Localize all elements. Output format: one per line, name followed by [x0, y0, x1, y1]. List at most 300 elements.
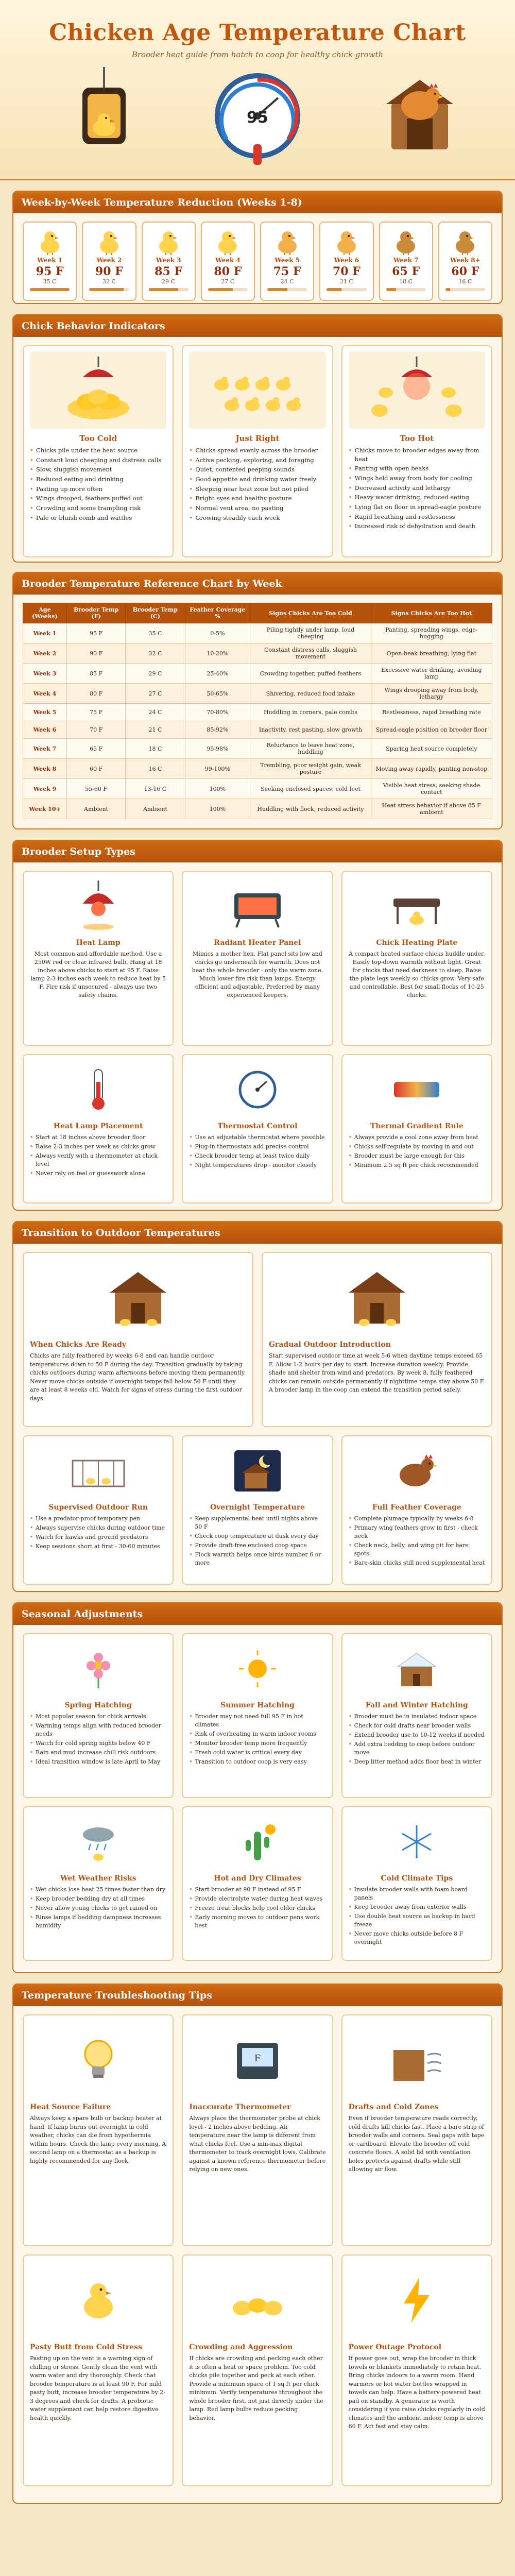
thermobox-icon: [189, 2022, 325, 2099]
coop-icon: [30, 1259, 246, 1336]
behavior-item: • Constant loud cheeping and distress calls: [30, 456, 166, 465]
info-card: [262, 1252, 492, 1427]
chick-icon: [26, 228, 74, 256]
tip-list: [189, 1713, 325, 1766]
table-cell: 18 C: [126, 739, 185, 759]
week-temp: 80 F: [214, 265, 242, 278]
behavior-list: [189, 446, 325, 522]
troubleshooting-section: [12, 1984, 503, 2504]
behavior-item: • Slow, sluggish movement: [30, 465, 166, 474]
week-label: Week 2: [96, 257, 122, 264]
table-cell: Panting, spreading wings, edge-hugging: [371, 623, 492, 643]
cold-chicks-illustration: [30, 351, 166, 429]
hen-icon: [349, 1443, 485, 1499]
table-cell: Shivering, reduced food intake: [250, 684, 371, 704]
behavior-item: • Pale or bluish comb and wattles: [30, 514, 166, 522]
table-cell: 100%: [185, 799, 250, 819]
week-cards: [23, 222, 492, 301]
chick-icon: [322, 228, 370, 256]
header: [0, 0, 515, 180]
heat-level-bar: [149, 288, 188, 291]
table-cell: 55-60 F: [66, 779, 125, 799]
tip-item: • Start at 18 inches above brooder floor: [30, 1133, 166, 1142]
table-cell: Crowding together, puffed feathers: [250, 664, 371, 684]
table-header-cell: Brooder Temp (F): [66, 603, 125, 623]
tip-item: • Provide draft-free enclosed coop space: [189, 1541, 325, 1550]
sun-icon: [189, 1640, 325, 1697]
table-cell: Week 7: [23, 739, 67, 759]
tip-item: • Check brooder temp at least twice daily: [189, 1152, 325, 1160]
table-cell: Trembling, poor weight gain, weak posture: [250, 759, 371, 779]
tip-item: • Monitor brooder temp more frequently: [189, 1739, 325, 1748]
hen-coop-icon: [386, 80, 453, 149]
info-card-title: Crowding and Aggression: [189, 2343, 293, 2351]
flower-icon: [30, 1640, 166, 1697]
tip-card: [23, 1633, 174, 1798]
behavior-item: • Wings held away from body for cooling: [349, 474, 485, 483]
troubleshooting-row-1: [23, 2014, 492, 2246]
behavior-item: • Growing steadily each week: [189, 514, 325, 522]
chick-icon: [263, 228, 311, 256]
seasonal-row-2: [23, 1806, 492, 1961]
table-cell: 25-40%: [185, 664, 250, 684]
week-celsius: 24 C: [280, 278, 294, 285]
table-cell: Wings drooping away from body, lethargy: [371, 684, 492, 704]
tip-list: [189, 1886, 325, 1930]
tip-item: • Brooder may not need full 95 F in hot climates: [189, 1713, 325, 1729]
table-cell: 95-98%: [185, 739, 250, 759]
tip-item: • Fresh cold water is critical every day: [189, 1749, 325, 1757]
tip-item: • Deep litter method adds floor heat in winter: [349, 1758, 485, 1766]
tip-item: • Risk of overheating in warm indoor rooms: [189, 1730, 325, 1738]
table-cell: 65 F: [66, 739, 125, 759]
tip-item: • Brooder must be in insulated indoor space: [349, 1713, 485, 1721]
table-cell: Heat stress behavior if above 85 F ambient: [371, 799, 492, 819]
tip-item: • Extend brooder use to 10-12 weeks if needed: [349, 1731, 485, 1739]
week-label: Week 1: [37, 257, 62, 264]
table-cell: 0-5%: [185, 623, 250, 643]
table-cell: 24 C: [126, 704, 185, 721]
info-card-title: Drafts and Cold Zones: [348, 2103, 439, 2111]
table-cell: Week 5: [23, 704, 67, 721]
table-cell: Visible heat stress, seeking shade contact: [371, 779, 492, 799]
info-card-title: When Chicks Are Ready: [30, 1341, 127, 1349]
behavior-item: • Normal vent area, no pasting: [189, 504, 325, 513]
tip-item: • Transition to outdoor coop is very easy: [189, 1758, 325, 1766]
info-card-text: Always keep a spare bulb or backup heater at hand. If lamp burns out overnight in cold weather, chicks can die from hypothermia within hours. Check the lamp every morning. A second lamp on a thermostat as a backup is highly recommended for any flock.: [30, 2115, 166, 2164]
tip-item: • Complete plumage typically by weeks 6-8: [349, 1515, 485, 1523]
table-cell: 85-92%: [185, 721, 250, 739]
table-cell: Ambient: [126, 799, 185, 819]
info-card: [341, 871, 492, 1046]
table-cell: 13-16 C: [126, 779, 185, 799]
week-celsius: 27 C: [221, 278, 235, 285]
tip-item: • Never rely on feel or guesswork alone: [30, 1170, 166, 1178]
hero-illustration: [0, 67, 515, 170]
heat-level-fill: [267, 288, 287, 291]
table-cell: 50-65%: [185, 684, 250, 704]
table-row: [23, 704, 492, 721]
table-header-cell: Signs Chicks Are Too Hot: [371, 603, 492, 623]
table-cell: Inactivity, rest pasting, slow growth: [250, 721, 371, 739]
table-cell: Week 4: [23, 684, 67, 704]
table-cell: 90 F: [66, 643, 125, 664]
tip-item: • Warming temps align with reduced brooder needs: [30, 1722, 166, 1738]
behavior-item: • Crowding and some trampling risk: [30, 504, 166, 513]
pen-icon: [30, 1443, 166, 1499]
cold-icon: [349, 1814, 485, 1870]
tip-item: • Start brooder at 90 F instead of 95 F: [189, 1886, 325, 1894]
behavior-item: • Rapid breathing and restlessness: [349, 513, 485, 521]
tip-item: • Keep brooder bedding dry at all times: [30, 1895, 166, 1903]
heat-level-fill: [208, 288, 233, 291]
setup-tip-cards: [23, 1054, 492, 1204]
behavior-item: • Heavy water drinking, reduced eating: [349, 493, 485, 502]
tip-item: • Never move chicks outside before 8 F overnight: [349, 1930, 485, 1946]
behavior-cards: [23, 345, 492, 557]
table-cell: 35 C: [126, 623, 185, 643]
tip-card: [23, 1054, 174, 1204]
tip-item: • Keep sessions short at first - 30-60 minutes: [30, 1543, 166, 1551]
tip-item: • Provide electrolyte water during heat waves: [189, 1895, 325, 1903]
weeks-section-title: Week-by-Week Temperature Reduction (Weeks 1-8): [13, 192, 502, 213]
week-temp: 75 F: [273, 265, 301, 278]
table-cell: 70-80%: [185, 704, 250, 721]
week-card: [379, 222, 433, 301]
tip-card-title: Cold Climate Tips: [381, 1874, 453, 1883]
svg-text:F: F: [254, 2053, 261, 2064]
tip-item: • Rinse lamps if bedding dampness increases humidity: [30, 1913, 166, 1930]
table-cell: Week 2: [23, 643, 67, 664]
tip-card: [341, 1435, 492, 1585]
table-cell: Huddling with flock, reduced activity: [250, 799, 371, 819]
table-cell: 32 C: [126, 643, 185, 664]
tip-item: • Never allow young chicks to get rained on: [30, 1904, 166, 1912]
behavior-card: [23, 345, 174, 557]
power-icon: [349, 2262, 485, 2339]
tip-card: [182, 1806, 333, 1961]
info-card-text: Even if brooder temperature reads correctly, cold drafts kill chicks fast. Place a bare strip of brooder walls and corners. Seal gaps with tape or cardboard. Elevate the brooder off cold concrete floors. A solid lid with ventilation holes protects against drafts while still allowing air flow.: [348, 2115, 485, 2173]
tip-card-title: Summer Hatching: [220, 1701, 295, 1709]
chick-icon: [382, 228, 430, 256]
week-card: [438, 222, 492, 301]
info-card: [23, 2014, 174, 2246]
table-cell: 99-100%: [185, 759, 250, 779]
tip-list: [189, 1515, 325, 1567]
tip-card-title: Heat Lamp Placement: [53, 1122, 143, 1130]
chick-icon: [204, 228, 252, 256]
tip-item: • Early morning moves to outdoor pens work best: [189, 1913, 325, 1930]
tip-card: [341, 1806, 492, 1961]
info-card-title: Pasty Butt from Cold Stress: [30, 2343, 142, 2351]
coop-icon: [269, 1259, 485, 1336]
week-card: [82, 222, 136, 301]
behavior-item: • Sleeping near heat zone but not piled: [189, 485, 325, 494]
table-cell: Week 3: [23, 664, 67, 684]
behavior-item: • Chicks spread evenly across the brooder: [189, 446, 325, 455]
heat-level-bar: [386, 288, 426, 291]
tip-item: • Wet chicks lose heat 25 times faster than dry: [30, 1886, 166, 1894]
tip-item: • Insulate brooder walls with foam board panels: [349, 1886, 485, 1902]
week-celsius: 21 C: [339, 278, 353, 285]
table-cell: 95 F: [66, 623, 125, 643]
gradient-icon: [349, 1061, 485, 1118]
table-cell: Restlessness, rapid breathing rate: [371, 704, 492, 721]
behavior-list: [30, 446, 166, 522]
table-row: [23, 759, 492, 779]
snow-icon: [349, 1640, 485, 1697]
week-label: Week 7: [393, 257, 419, 264]
tip-item: • Use double heat source as backup in hard freeze: [349, 1912, 485, 1929]
info-card-text: If chicks are crowding and pecking each other it is often a heat or space problem. Too cold chicks pile together and peck at each other. Provide a minimum space of 1 sq ft per chick minimum. Verify temperatures throughout the whole brooder first, not just directly under the lamp. Red lamp bulbs reduce pecking behavior.: [189, 2355, 323, 2421]
behavior-item: • Decreased activity and lethargy: [349, 484, 485, 493]
table-row: [23, 623, 492, 643]
week-card: [142, 222, 196, 301]
heat-lamp-icon: [82, 67, 126, 144]
gauge-icon: [189, 1061, 325, 1118]
info-card-title: Gradual Outdoor Introduction: [269, 1341, 391, 1349]
info-card-text: Mimics a mother hen. Flat panel sits low and chicks go underneath for warmth. Does not heat the whole brooder - only the warm zone. Much lower fire risk than lamps. Energy efficient and adjustable. Preferred by many experienced keepers.: [192, 951, 323, 998]
tip-list: [349, 1133, 485, 1170]
table-cell: Week 10+: [23, 799, 67, 819]
week-temp: 70 F: [332, 265, 360, 278]
info-card-text: A compact heated surface chicks huddle under. Easily top-down warmth without light. Great for chicks that need darkness to sleep. Raise the plate legs weekly so chicks grow. Very safe and controllable. Best for small flocks of 10-25 chicks.: [349, 951, 485, 998]
heat-level-bar: [30, 288, 70, 291]
table-cell: Week 8: [23, 759, 67, 779]
behavior-item: • Increased risk of dehydration and death: [349, 522, 485, 531]
table-header-cell: Signs Chicks Are Too Cold: [250, 603, 371, 623]
tip-item: • Use an adjustable thermostat where possible: [189, 1133, 325, 1142]
tip-card-title: Full Feather Coverage: [372, 1503, 461, 1512]
troubleshooting-section-title: Temperature Troubleshooting Tips: [13, 1985, 502, 2006]
table-cell: 60 F: [66, 759, 125, 779]
tip-card: [182, 1633, 333, 1798]
setup-section: [12, 840, 503, 1211]
table-cell: 10-20%: [185, 643, 250, 664]
table-body: [23, 623, 492, 819]
behavior-item: • Wings drooped, feathers puffed out: [30, 494, 166, 503]
tip-list: [30, 1133, 166, 1178]
tip-card: [23, 1806, 174, 1961]
tip-item: • Flock warmth helps once birds number 6 or more: [189, 1551, 325, 1567]
tip-card-title: Overnight Temperature: [210, 1503, 305, 1512]
week-celsius: 32 C: [102, 278, 116, 285]
behavior-item: • Active pecking, exploring, and foraging: [189, 456, 325, 465]
tip-item: • Most popular season for chick arrivals: [30, 1713, 166, 1721]
info-card-title: Power Outage Protocol: [348, 2343, 442, 2351]
table-cell: Week 6: [23, 721, 67, 739]
info-card-title: Inaccurate Thermometer: [189, 2103, 291, 2111]
table-cell: Piling tightly under lamp, loud cheeping: [250, 623, 371, 643]
tip-card: [341, 1054, 492, 1204]
behavior-item: • Panting with open beaks: [349, 464, 485, 473]
bulb-icon: [30, 2022, 166, 2099]
behavior-card: [341, 345, 492, 557]
heat-level-fill: [327, 288, 341, 291]
tip-item: • Always supervise chicks during outdoor time: [30, 1524, 166, 1532]
week-temp: 65 F: [392, 265, 420, 278]
table-cell: 29 C: [126, 664, 185, 684]
week-card: [201, 222, 255, 301]
behavior-item: • Reduced eating and drinking: [30, 475, 166, 484]
heat-level-fill: [445, 288, 450, 291]
info-card-title: Radiant Heater Panel: [214, 939, 301, 947]
chick-icon: [85, 228, 133, 256]
table-cell: 21 C: [126, 721, 185, 739]
table-cell: 80 F: [66, 684, 125, 704]
behavior-item: • Lying flat on floor in spread-eagle posture: [349, 503, 485, 512]
table-row: [23, 799, 492, 819]
table-row: [23, 684, 492, 704]
info-card: [23, 1252, 253, 1427]
tip-item: • Always provide a cool zone away from heat: [349, 1133, 485, 1142]
reference-table-section: [12, 572, 503, 829]
info-card: [182, 2255, 333, 2486]
behavior-card-title: Too Cold: [79, 434, 117, 443]
tip-card: [23, 1435, 174, 1585]
tip-list: [349, 1515, 485, 1567]
reference-table-title: Brooder Temperature Reference Chart by Week: [13, 573, 502, 595]
tip-item: • Use a predator-proof temporary pen: [30, 1515, 166, 1523]
table-cell: Spread-eagle position on brooder floor: [371, 721, 492, 739]
tip-item: • Watch for cold spring nights below 40 F: [30, 1739, 166, 1748]
plate-icon: [349, 878, 485, 935]
week-celsius: 18 C: [399, 278, 413, 285]
lamp-icon: [30, 878, 166, 935]
table-cell: Week 9: [23, 779, 67, 799]
week-card: [260, 222, 314, 301]
info-card: [182, 871, 333, 1046]
week-temp: 95 F: [36, 265, 64, 278]
behavior-section-title: Chick Behavior Indicators: [13, 315, 502, 337]
table-cell: 85 F: [66, 664, 125, 684]
ok-chicks-illustration: [189, 351, 325, 429]
tip-item: • Primary wing feathers grow in first - check neck: [349, 1524, 485, 1540]
info-card-text: Chicks are fully feathered by weeks 6-8 and can handle outdoor temperatures down to 50 F during the day. Transition gradually by taking chicks outdoors during warm afternoons before moving them permanently. Never move chicks outside if overnight temps fall below 50 F until they are at least 8 weeks old. Watch for signs of stress during the first outdoor days.: [30, 1352, 246, 1402]
table-header-cell: Age (Weeks): [23, 603, 67, 623]
behavior-card-title: Too Hot: [400, 434, 434, 443]
tip-item: • Freeze treat blocks help cool older chicks: [189, 1904, 325, 1912]
tip-item: • Minimum 2.5 sq ft per chick recommended: [349, 1161, 485, 1170]
table-row: [23, 643, 492, 664]
setup-main-cards: [23, 871, 492, 1046]
table-cell: Sparing heat source completely: [371, 739, 492, 759]
paste-icon: [30, 2262, 166, 2339]
heat-level-fill: [89, 288, 124, 291]
tip-card-title: Hot and Dry Climates: [214, 1874, 301, 1883]
tip-list: [30, 1886, 166, 1930]
table-header-cell: Feather Coverage %: [185, 603, 250, 623]
tip-item: • Check coop temperature at dusk every day: [189, 1532, 325, 1540]
tip-card-title: Thermal Gradient Rule: [370, 1122, 464, 1130]
chick-icon: [441, 228, 489, 256]
tip-item: • Watch for hawks and ground predators: [30, 1533, 166, 1541]
tip-card: [341, 1633, 492, 1798]
heat-level-bar: [208, 288, 248, 291]
info-card-text: Most common and affordable method. Use a 250W red or clear infrared bulb. Hang at 18 inches above chicks to start at 95 F. Raise lamp 2-3 inches each week to reduce heat by 5 F. Fire risk if unsecured - always use two safety chains.: [30, 951, 166, 998]
table-header-cell: Brooder Temp (C): [126, 603, 185, 623]
chick-icon: [145, 228, 193, 256]
heat-level-fill: [386, 288, 396, 291]
info-card-title: Heat Source Failure: [30, 2103, 111, 2111]
week-label: Week 6: [334, 257, 359, 264]
seasonal-row-1: [23, 1633, 492, 1798]
table-cell: 27 C: [126, 684, 185, 704]
table-row: [23, 779, 492, 799]
crowd-icon: [189, 2262, 325, 2339]
behavior-item: • Chicks pile under the heat source: [30, 446, 166, 455]
table-cell: 16 C: [126, 759, 185, 779]
table-cell: 70 F: [66, 721, 125, 739]
transition-section-title: Transition to Outdoor Temperatures: [13, 1222, 502, 1244]
tip-card: [182, 1054, 333, 1204]
week-temp: 90 F: [95, 265, 123, 278]
behavior-card-title: Just Right: [235, 434, 280, 443]
week-label: Week 3: [156, 257, 181, 264]
heat-level-bar: [445, 288, 485, 291]
weeks-section: [12, 191, 503, 304]
behavior-section: [12, 314, 503, 563]
info-card-text: Always place the thermometer probe at chick level - 2 inches above bedding. Air temperature near the lamp is different from what chicks feel. Use a min-max digital thermometer to track overnight lows. Calibrate against a known reference thermometer before relying on new ones.: [189, 2115, 326, 2173]
behavior-item: • Quiet, contented peeping sounds: [189, 465, 325, 474]
info-card: [23, 871, 174, 1046]
tip-list: [30, 1515, 166, 1551]
tip-list: [189, 1133, 325, 1170]
behavior-card: [182, 345, 333, 557]
tip-list: [349, 1886, 485, 1946]
tip-list: [30, 1713, 166, 1766]
page-subtitle: Brooder heat guide from hatch to coop for healthy chick growth: [131, 50, 384, 59]
week-label: Week 5: [274, 257, 300, 264]
behavior-item: • Good appetite and drinking water freely: [189, 475, 325, 484]
tip-item: • Rain and mud increase chill risk outdoors: [30, 1749, 166, 1757]
info-card-text: If power goes out, wrap the brooder in thick towels or blankets immediately to retain heat. Bring chicks indoors to a warm room. Hand warmers or hot water bottles wrapped in towels can help. Have a battery-powered heat pad on standby. A generator is worth considering if you raise chicks regularly in cold climates and the ambient indoor temp is above 60 F. Act fast and stay calm.: [348, 2355, 485, 2430]
page-title: Chicken Age Temperature Chart: [49, 20, 466, 46]
table-header-row: [23, 603, 492, 623]
week-celsius: 35 C: [43, 278, 57, 285]
seasonal-section-title: Seasonal Adjustments: [13, 1603, 502, 1625]
week-celsius: 29 C: [162, 278, 176, 285]
table-row: [23, 739, 492, 759]
table-cell: Reluctance to leave heat zone, huddling: [250, 739, 371, 759]
heat-level-bar: [327, 288, 366, 291]
panel-icon: [189, 878, 325, 935]
behavior-item: • Bright eyes and healthy posture: [189, 494, 325, 503]
info-card-text: Pasting up on the vent is a warning sign of chilling or stress. Gently clean the vent with warm water and dry thoroughly. Check that brooder temperature is at least 90 F. For mild pasty butt, increase brooder temperature by 2-3 degrees and check for drafts. A probiotic water supplement can help restore digestive health quickly.: [30, 2355, 165, 2421]
thermo-icon: [30, 1061, 166, 1118]
transition-tip-cards: [23, 1435, 492, 1585]
table-cell: Huddling in corners, pale combs: [250, 704, 371, 721]
table-cell: Moving away rapidly, panting non-stop: [371, 759, 492, 779]
tip-item: • Check for cold drafts near brooder walls: [349, 1722, 485, 1730]
transition-main-cards: [23, 1252, 492, 1427]
behavior-item: • Chicks move to brooder edges away from heat: [349, 446, 485, 463]
wind-icon: [349, 2022, 485, 2099]
behavior-item: • Pasting up more often: [30, 485, 166, 494]
reference-table: [23, 603, 492, 819]
tip-card-title: Spring Hatching: [64, 1701, 132, 1709]
transition-section: [12, 1221, 503, 1592]
table-cell: Seeking enclosed spaces, cold feet: [250, 779, 371, 799]
tip-item: • Add extra bedding to coop before outdoor move: [349, 1740, 485, 1757]
info-card-title: Chick Heating Plate: [376, 939, 458, 947]
hero-art-svg: [0, 67, 515, 170]
week-label: Week 4: [215, 257, 241, 264]
tip-item: • Check neck, belly, and wing pit for bare spots: [349, 1541, 485, 1558]
tip-item: • Keep brooder away from exterior walls: [349, 1903, 485, 1911]
info-card: [182, 2014, 333, 2246]
table-row: [23, 721, 492, 739]
